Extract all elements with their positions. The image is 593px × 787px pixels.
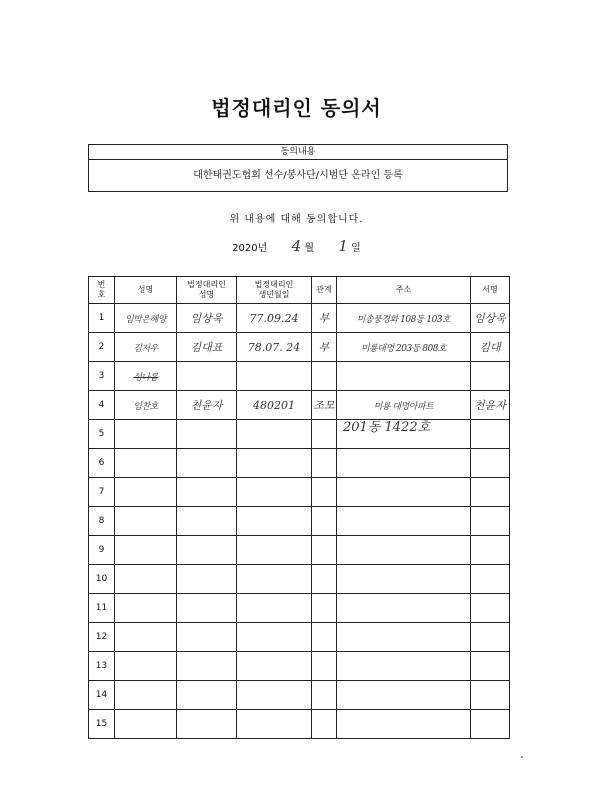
cell-no: 13 bbox=[89, 652, 115, 681]
cell-name bbox=[115, 420, 177, 449]
cell-relation: 부 bbox=[312, 304, 337, 333]
table-row bbox=[89, 362, 510, 391]
cell-signature: 천윤자 bbox=[471, 391, 510, 420]
cell-name bbox=[115, 536, 177, 565]
cell-birth bbox=[237, 420, 312, 449]
cell-no: 7 bbox=[89, 478, 115, 507]
cell-signature: 임상욱 bbox=[471, 304, 510, 333]
header-address: 주소 bbox=[337, 277, 471, 304]
table-row bbox=[89, 420, 510, 449]
cell-relation bbox=[312, 652, 337, 681]
cell-relation bbox=[312, 536, 337, 565]
cell-birth: 480201 bbox=[237, 391, 312, 420]
address-continuation: 201동 1422호 bbox=[343, 420, 431, 435]
cell-guardian bbox=[177, 710, 237, 739]
table-row bbox=[89, 594, 510, 623]
cell-name: 임박은혜양 bbox=[115, 304, 177, 333]
cell-guardian bbox=[177, 681, 237, 710]
cell-address bbox=[337, 681, 471, 710]
cell-relation bbox=[312, 681, 337, 710]
date-year: 2020년 bbox=[232, 243, 268, 254]
cell-name: 임찬호 bbox=[115, 391, 177, 420]
cell-relation bbox=[312, 449, 337, 478]
agree-statement: 위 내용에 대해 동의합니다. bbox=[229, 214, 364, 225]
table-row bbox=[89, 565, 510, 594]
date-month-label: 월 bbox=[304, 243, 315, 254]
date-day-label: 일 bbox=[351, 243, 361, 254]
cell-address bbox=[337, 594, 471, 623]
date-day-value: 1 bbox=[338, 237, 348, 255]
header-relation: 관계 bbox=[312, 277, 337, 304]
cell-guardian: 천윤자 bbox=[177, 391, 237, 420]
cell-signature bbox=[471, 594, 510, 623]
document-title: 법정대리인 동의서 bbox=[211, 96, 382, 120]
cell-relation bbox=[312, 710, 337, 739]
cell-address bbox=[337, 362, 471, 391]
table-row bbox=[89, 507, 510, 536]
cell-birth bbox=[237, 681, 312, 710]
cell-name bbox=[115, 507, 177, 536]
cell-birth bbox=[237, 449, 312, 478]
cell-signature bbox=[471, 710, 510, 739]
cell-relation bbox=[312, 565, 337, 594]
header-no-top: 번 bbox=[97, 280, 106, 289]
cell-no: 4 bbox=[89, 391, 115, 420]
cell-guardian bbox=[177, 652, 237, 681]
table-row bbox=[89, 304, 510, 333]
cell-relation: 부 bbox=[312, 333, 337, 362]
cell-no: 12 bbox=[89, 623, 115, 652]
cell-address bbox=[337, 478, 471, 507]
header-name: 성명 bbox=[115, 277, 177, 304]
header-guardian-birth bbox=[237, 277, 312, 304]
cell-relation bbox=[312, 362, 337, 391]
cell-no: 5 bbox=[89, 420, 115, 449]
consent-header: 동의내용 bbox=[89, 145, 507, 160]
cell-relation bbox=[312, 420, 337, 449]
cell-address: 미송풍경화 108동 103호 bbox=[337, 304, 471, 333]
table-row bbox=[89, 478, 510, 507]
cell-address: 미룡 대명아파트 bbox=[337, 391, 471, 420]
cell-no: 14 bbox=[89, 681, 115, 710]
cell-address bbox=[337, 623, 471, 652]
cell-address bbox=[337, 565, 471, 594]
cell-no: 10 bbox=[89, 565, 115, 594]
header-no-bottom: 호 bbox=[97, 290, 106, 299]
cell-guardian bbox=[177, 420, 237, 449]
table-row bbox=[89, 333, 510, 362]
header-signature: 서명 bbox=[471, 277, 510, 304]
header-guardian-birth-line1: 법정대리인 bbox=[254, 280, 294, 289]
cell-name bbox=[115, 449, 177, 478]
header-guardian-name-line2: 성명 bbox=[198, 290, 215, 299]
cell-guardian bbox=[177, 565, 237, 594]
table-row bbox=[89, 449, 510, 478]
cell-signature bbox=[471, 652, 510, 681]
header-no bbox=[89, 277, 115, 304]
cell-relation bbox=[312, 623, 337, 652]
cell-address: 미룡대명 203동 808호 bbox=[337, 333, 471, 362]
guardian-table bbox=[88, 276, 510, 739]
cell-name bbox=[115, 594, 177, 623]
cell-signature bbox=[471, 681, 510, 710]
cell-relation: 조모 bbox=[312, 391, 337, 420]
cell-name bbox=[115, 652, 177, 681]
cell-birth bbox=[237, 536, 312, 565]
cell-signature bbox=[471, 565, 510, 594]
table-row bbox=[89, 681, 510, 710]
cell-guardian: 김대표 bbox=[177, 333, 237, 362]
cell-signature bbox=[471, 507, 510, 536]
cell-birth bbox=[237, 478, 312, 507]
cell-no: 11 bbox=[89, 594, 115, 623]
consent-box bbox=[88, 144, 508, 192]
cell-birth bbox=[237, 623, 312, 652]
table-row bbox=[89, 391, 510, 420]
cell-guardian: 임상욱 bbox=[177, 304, 237, 333]
cell-birth bbox=[237, 362, 312, 391]
cell-signature bbox=[471, 536, 510, 565]
date-month-value: 4 bbox=[291, 237, 302, 255]
header-guardian-name-line1: 법정대리인 bbox=[187, 280, 226, 289]
cell-name bbox=[115, 710, 177, 739]
cell-birth bbox=[237, 594, 312, 623]
cell-no: 15 bbox=[89, 710, 115, 739]
cell-birth bbox=[237, 710, 312, 739]
scan-speck bbox=[521, 756, 523, 758]
cell-no: 2 bbox=[89, 333, 115, 362]
cell-relation bbox=[312, 478, 337, 507]
cell-guardian bbox=[177, 623, 237, 652]
date-line bbox=[0, 237, 593, 255]
cell-guardian bbox=[177, 507, 237, 536]
cell-no: 8 bbox=[89, 507, 115, 536]
cell-address bbox=[337, 449, 471, 478]
header-guardian-name bbox=[177, 277, 237, 304]
cell-name: 김저우 bbox=[115, 333, 177, 362]
cell-birth: 77.09.24 bbox=[237, 304, 312, 333]
cell-no: 6 bbox=[89, 449, 115, 478]
cell-birth bbox=[237, 652, 312, 681]
cell-guardian bbox=[177, 594, 237, 623]
table-header-row bbox=[89, 277, 510, 304]
cell-guardian bbox=[177, 362, 237, 391]
cell-name bbox=[115, 478, 177, 507]
table-row bbox=[89, 652, 510, 681]
header-guardian-birth-line2: 생년월일 bbox=[258, 290, 290, 299]
cell-guardian bbox=[177, 478, 237, 507]
cell-address bbox=[337, 710, 471, 739]
cell-name bbox=[115, 565, 177, 594]
cell-address bbox=[337, 507, 471, 536]
table-row bbox=[89, 623, 510, 652]
cell-no: 1 bbox=[89, 304, 115, 333]
cell-name: 성나름 bbox=[115, 362, 177, 391]
cell-no: 9 bbox=[89, 536, 115, 565]
cell-guardian bbox=[177, 536, 237, 565]
cell-signature bbox=[471, 420, 510, 449]
cell-signature bbox=[471, 449, 510, 478]
cell-relation bbox=[312, 594, 337, 623]
cell-relation bbox=[312, 507, 337, 536]
cell-name bbox=[115, 681, 177, 710]
cell-guardian bbox=[177, 449, 237, 478]
cell-signature bbox=[471, 623, 510, 652]
cell-address bbox=[337, 536, 471, 565]
cell-name bbox=[115, 623, 177, 652]
table-body bbox=[89, 304, 510, 739]
table-row bbox=[89, 710, 510, 739]
consent-text: 대한태권도협회 선수/봉사단/시범단 온라인 등록 bbox=[193, 170, 403, 181]
cell-birth: 78.07. 24 bbox=[237, 333, 312, 362]
cell-no: 3 bbox=[89, 362, 115, 391]
cell-birth bbox=[237, 565, 312, 594]
cell-signature bbox=[471, 478, 510, 507]
cell-birth bbox=[237, 507, 312, 536]
cell-address bbox=[337, 652, 471, 681]
cell-signature bbox=[471, 362, 510, 391]
cell-signature: 김대 bbox=[471, 333, 510, 362]
table-row bbox=[89, 536, 510, 565]
